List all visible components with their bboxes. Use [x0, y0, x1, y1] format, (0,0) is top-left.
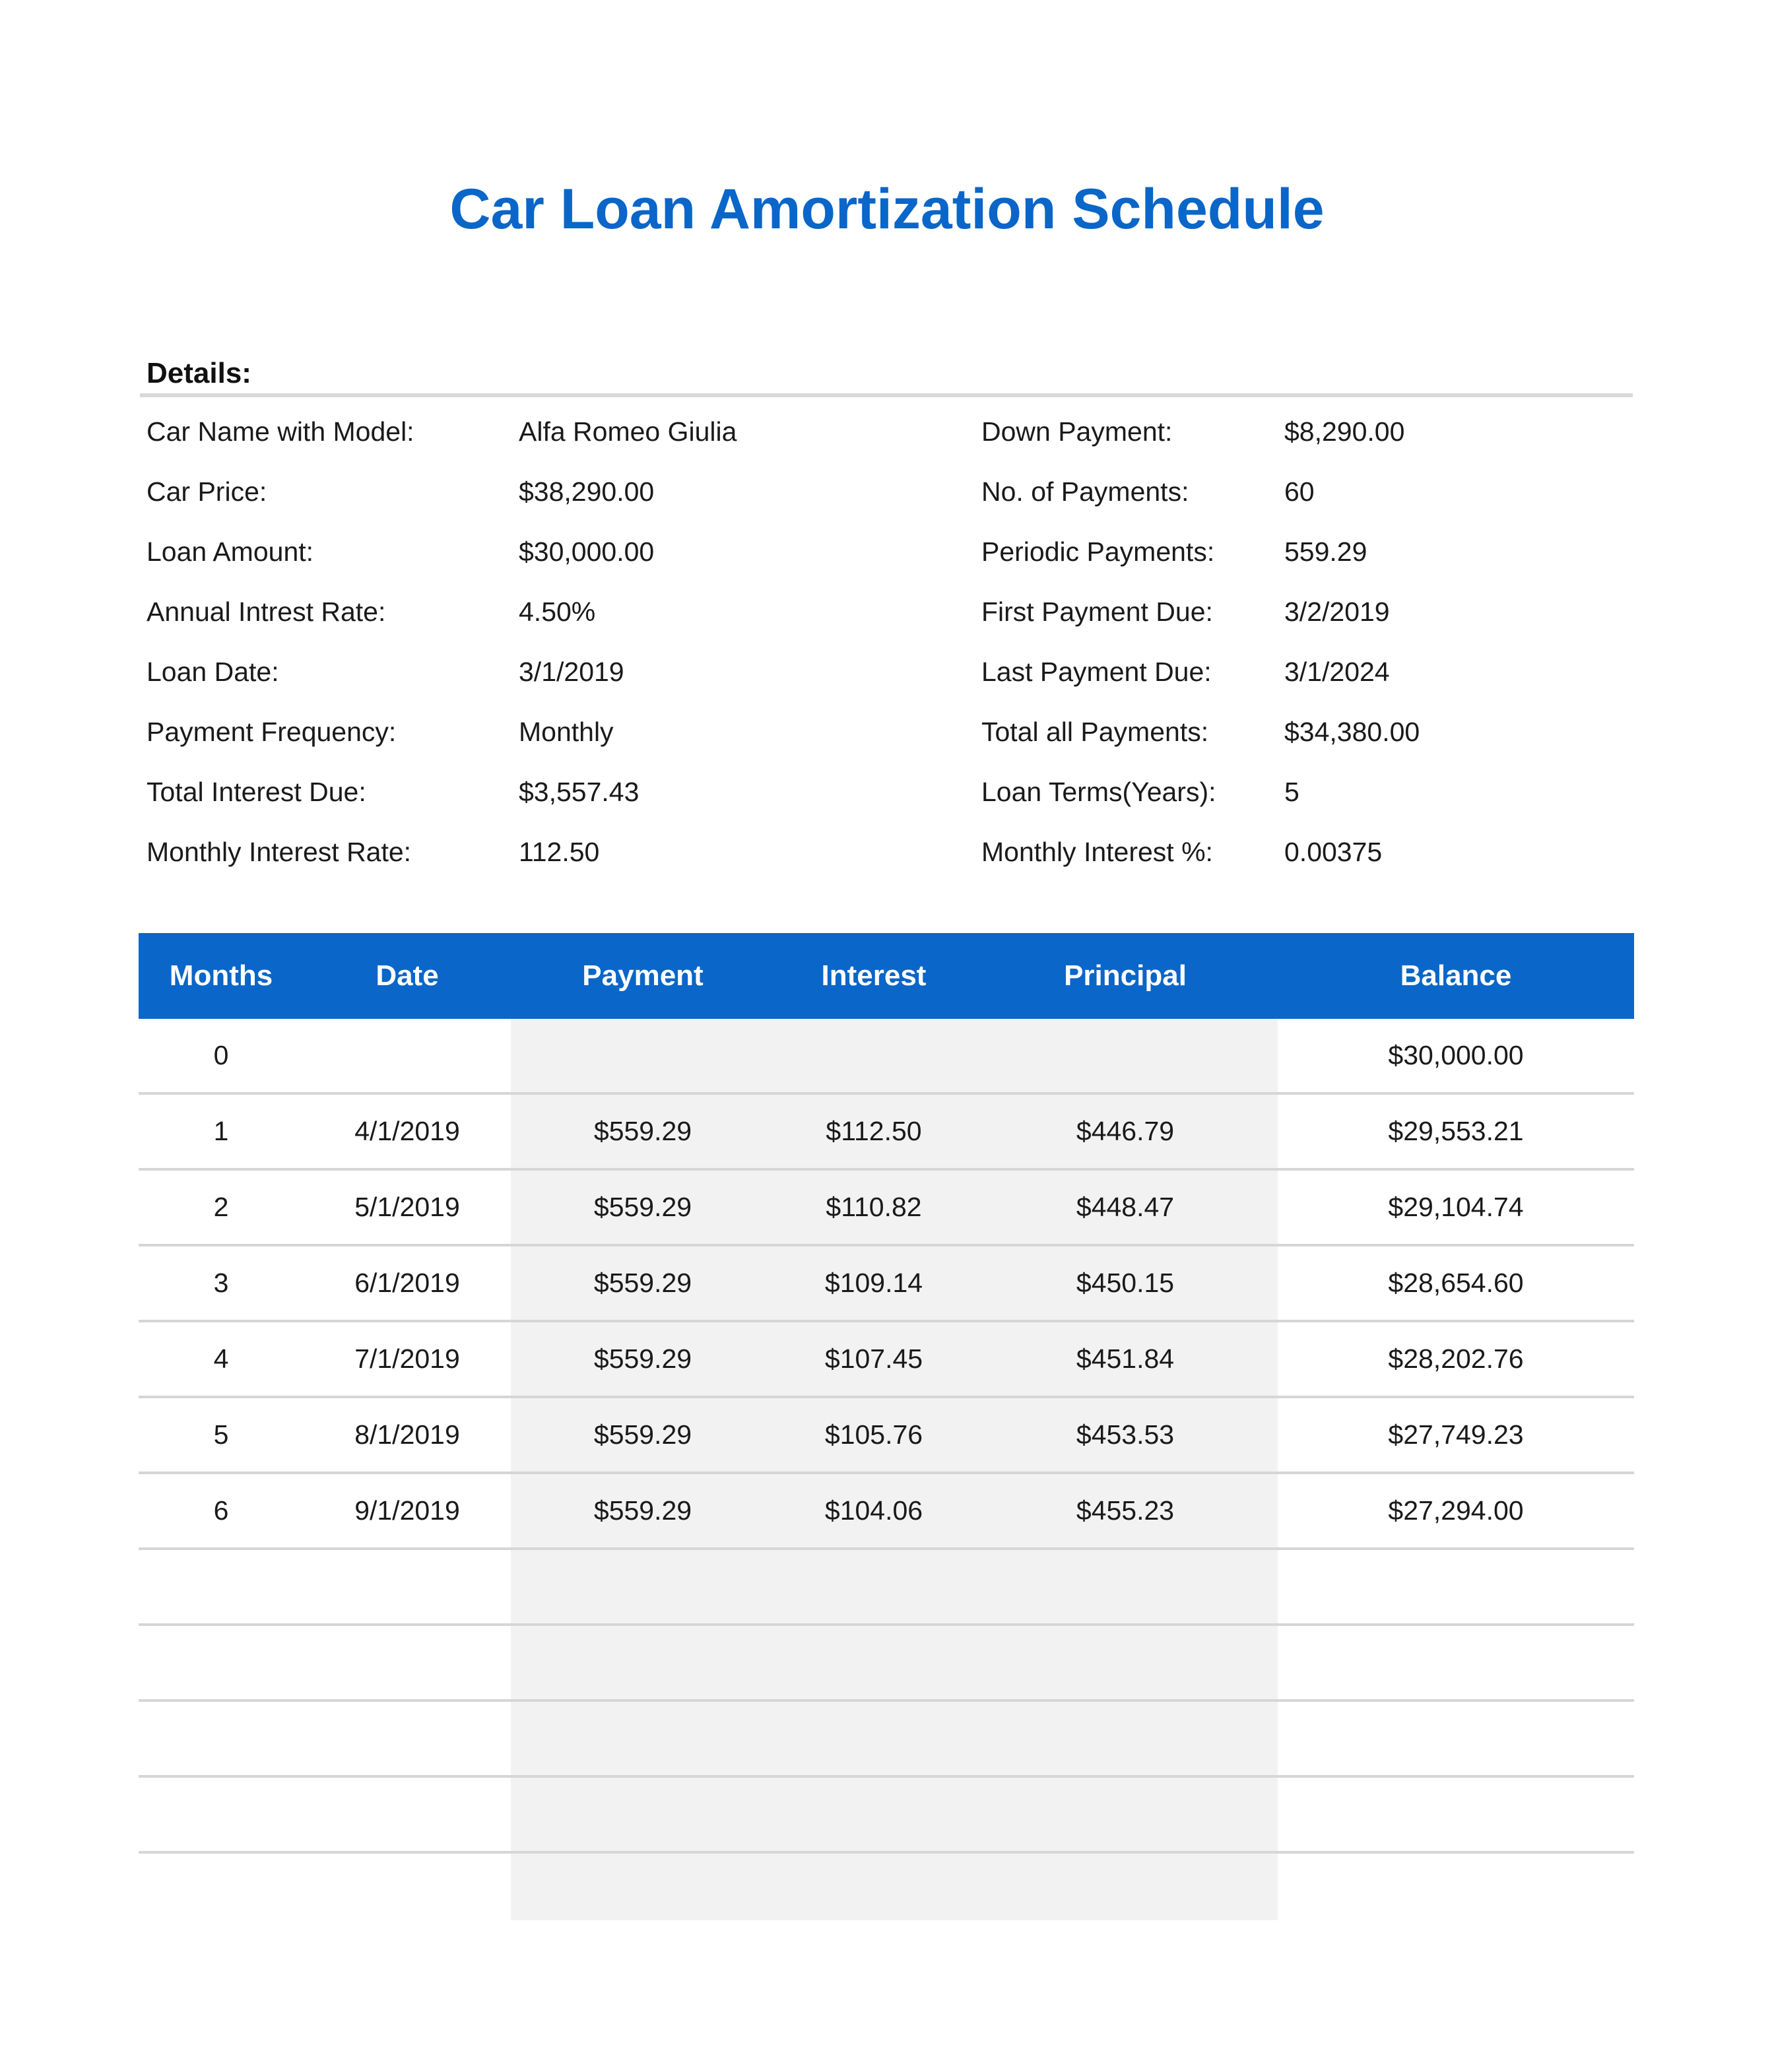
- cell-principal: [973, 1550, 1278, 1623]
- cell-balance: $29,104.74: [1388, 1192, 1524, 1222]
- cell-balance: [1278, 1550, 1634, 1623]
- cell-date: 4/1/2019: [354, 1116, 460, 1146]
- cell-balance: [1278, 1626, 1634, 1699]
- detail-label-car-price: Car Price:: [147, 476, 267, 507]
- table-row-empty: [139, 1854, 1634, 1929]
- cell-balance: $27,294.00: [1388, 1495, 1524, 1526]
- cell-interest: [775, 1550, 973, 1623]
- cell-balance: $28,202.76: [1388, 1344, 1524, 1374]
- detail-value-monthly-interest-pct: 0.00375: [1284, 837, 1383, 867]
- cell-interest: $110.82: [826, 1192, 922, 1222]
- detail-label-loan-date: Loan Date:: [147, 657, 279, 687]
- cell-months: 0: [213, 1040, 229, 1070]
- cell-balance: [1278, 1702, 1634, 1775]
- cell-principal: $453.53: [1076, 1419, 1175, 1450]
- detail-value-periodic-payments: 559.29: [1284, 536, 1367, 567]
- cell-payment: [511, 1854, 775, 1927]
- cell-months: [139, 1854, 304, 1927]
- table-row-empty: [139, 1550, 1634, 1626]
- page-title: Car Loan Amortization Schedule: [449, 178, 1325, 241]
- cell-months: [139, 1778, 304, 1851]
- cell-interest: $104.06: [824, 1495, 923, 1526]
- table-row: [139, 1474, 1634, 1550]
- detail-value-annual-interest-rate: 4.50%: [519, 597, 596, 627]
- cell-interest: $105.76: [824, 1419, 923, 1450]
- cell-principal: $451.84: [1076, 1344, 1175, 1374]
- cell-principal: $448.47: [1076, 1192, 1175, 1222]
- cell-principal: [973, 1019, 1278, 1092]
- cell-payment: $559.29: [593, 1268, 692, 1298]
- cell-date: [304, 1550, 511, 1623]
- cell-principal: $450.15: [1076, 1268, 1175, 1298]
- cell-principal: [973, 1854, 1278, 1927]
- detail-label-monthly-interest-rate: Monthly Interest Rate:: [147, 837, 412, 867]
- cell-date: [304, 1854, 511, 1927]
- detail-label-car-name: Car Name with Model:: [147, 416, 414, 447]
- detail-value-car-price: $38,290.00: [519, 476, 655, 507]
- detail-label-total-all-payments: Total all Payments:: [981, 717, 1209, 747]
- cell-payment: $559.29: [593, 1419, 692, 1450]
- cell-interest: $107.45: [824, 1344, 923, 1374]
- cell-payment: [511, 1702, 775, 1775]
- cell-payment: [511, 1778, 775, 1851]
- cell-date: 6/1/2019: [354, 1268, 460, 1298]
- detail-label-periodic-payments: Periodic Payments:: [981, 536, 1215, 567]
- cell-principal: [973, 1626, 1278, 1699]
- cell-principal: [973, 1702, 1278, 1775]
- cell-interest: $109.14: [824, 1268, 923, 1298]
- detail-label-last-payment-due: Last Payment Due:: [981, 657, 1212, 687]
- cell-payment: $559.29: [593, 1495, 692, 1526]
- cell-months: 1: [213, 1116, 229, 1146]
- cell-payment: [511, 1019, 775, 1092]
- cell-interest: [775, 1702, 973, 1775]
- cell-principal: $446.79: [1076, 1116, 1175, 1146]
- table-header: [139, 933, 1634, 1019]
- detail-label-first-payment-due: First Payment Due:: [981, 597, 1213, 627]
- cell-balance: [1278, 1854, 1634, 1927]
- cell-months: 3: [213, 1268, 229, 1298]
- table-row-empty: [139, 1778, 1634, 1854]
- table-row-empty: [139, 1626, 1634, 1702]
- table-row: [139, 1095, 1634, 1171]
- cell-principal: $455.23: [1076, 1495, 1175, 1526]
- cell-months: 2: [213, 1192, 229, 1222]
- cell-payment: $559.29: [593, 1192, 692, 1222]
- table-row: [139, 1019, 1634, 1095]
- detail-label-no-of-payments: No. of Payments:: [981, 476, 1189, 507]
- detail-value-loan-date: 3/1/2019: [519, 657, 624, 687]
- detail-value-payment-frequency: Monthly: [519, 717, 614, 747]
- header-interest: Interest: [821, 959, 927, 992]
- detail-label-loan-amount: Loan Amount:: [147, 536, 314, 567]
- detail-value-no-of-payments: 60: [1284, 476, 1315, 507]
- cell-date: [304, 1778, 511, 1851]
- cell-date: [304, 1626, 511, 1699]
- table-row: [139, 1246, 1634, 1322]
- details-divider: [140, 393, 1633, 397]
- cell-date: [304, 1019, 511, 1092]
- cell-interest: [775, 1778, 973, 1851]
- cell-interest: [775, 1854, 973, 1927]
- cell-months: 5: [213, 1419, 229, 1450]
- cell-interest: [775, 1626, 973, 1699]
- cell-balance: $27,749.23: [1388, 1419, 1524, 1450]
- table-row: [139, 1398, 1634, 1474]
- table-row: [139, 1171, 1634, 1246]
- cell-months: 4: [213, 1344, 229, 1374]
- detail-value-loan-terms: 5: [1284, 777, 1299, 807]
- cell-balance: $30,000.00: [1388, 1040, 1524, 1070]
- detail-label-total-interest-due: Total Interest Due:: [147, 777, 366, 807]
- cell-months: [139, 1626, 304, 1699]
- cell-balance: $28,654.60: [1388, 1268, 1524, 1298]
- amortization-table: [139, 933, 1634, 1923]
- detail-value-total-interest-due: $3,557.43: [519, 777, 640, 807]
- header-date: Date: [376, 959, 439, 992]
- details-heading: Details:: [147, 357, 251, 389]
- cell-balance: [1278, 1778, 1634, 1851]
- detail-label-monthly-interest-pct: Monthly Interest %:: [981, 837, 1213, 867]
- cell-interest: [775, 1019, 973, 1092]
- detail-label-down-payment: Down Payment:: [981, 416, 1173, 447]
- table-row-empty: [139, 1702, 1634, 1778]
- detail-value-loan-amount: $30,000.00: [519, 536, 655, 567]
- header-months: Months: [169, 959, 273, 992]
- detail-label-payment-frequency: Payment Frequency:: [147, 717, 397, 747]
- cell-months: [139, 1550, 304, 1623]
- detail-value-car-name: Alfa Romeo Giulia: [519, 416, 737, 447]
- table-row: [139, 1322, 1634, 1398]
- cell-principal: [973, 1778, 1278, 1851]
- cell-months: 6: [213, 1495, 229, 1526]
- cell-balance: $29,553.21: [1388, 1116, 1524, 1146]
- detail-value-last-payment-due: 3/1/2024: [1284, 657, 1390, 687]
- cell-payment: [511, 1550, 775, 1623]
- cell-payment: $559.29: [593, 1344, 692, 1374]
- cell-payment: $559.29: [593, 1116, 692, 1146]
- detail-value-first-payment-due: 3/2/2019: [1284, 597, 1390, 627]
- cell-payment: [511, 1626, 775, 1699]
- detail-value-monthly-interest-rate: 112.50: [519, 837, 600, 867]
- detail-value-total-all-payments: $34,380.00: [1284, 717, 1420, 747]
- header-payment: Payment: [582, 959, 704, 992]
- cell-date: 9/1/2019: [354, 1495, 460, 1526]
- cell-date: 5/1/2019: [354, 1192, 460, 1222]
- header-principal: Principal: [1064, 959, 1187, 992]
- detail-value-down-payment: $8,290.00: [1284, 416, 1405, 447]
- cell-interest: $112.50: [826, 1116, 922, 1146]
- cell-date: [304, 1702, 511, 1775]
- cell-date: 8/1/2019: [354, 1419, 460, 1450]
- cell-date: 7/1/2019: [354, 1344, 460, 1374]
- header-balance: Balance: [1400, 959, 1512, 992]
- detail-label-annual-interest-rate: Annual Intrest Rate:: [147, 597, 386, 627]
- detail-label-loan-terms: Loan Terms(Years):: [981, 777, 1216, 807]
- cell-months: [139, 1702, 304, 1775]
